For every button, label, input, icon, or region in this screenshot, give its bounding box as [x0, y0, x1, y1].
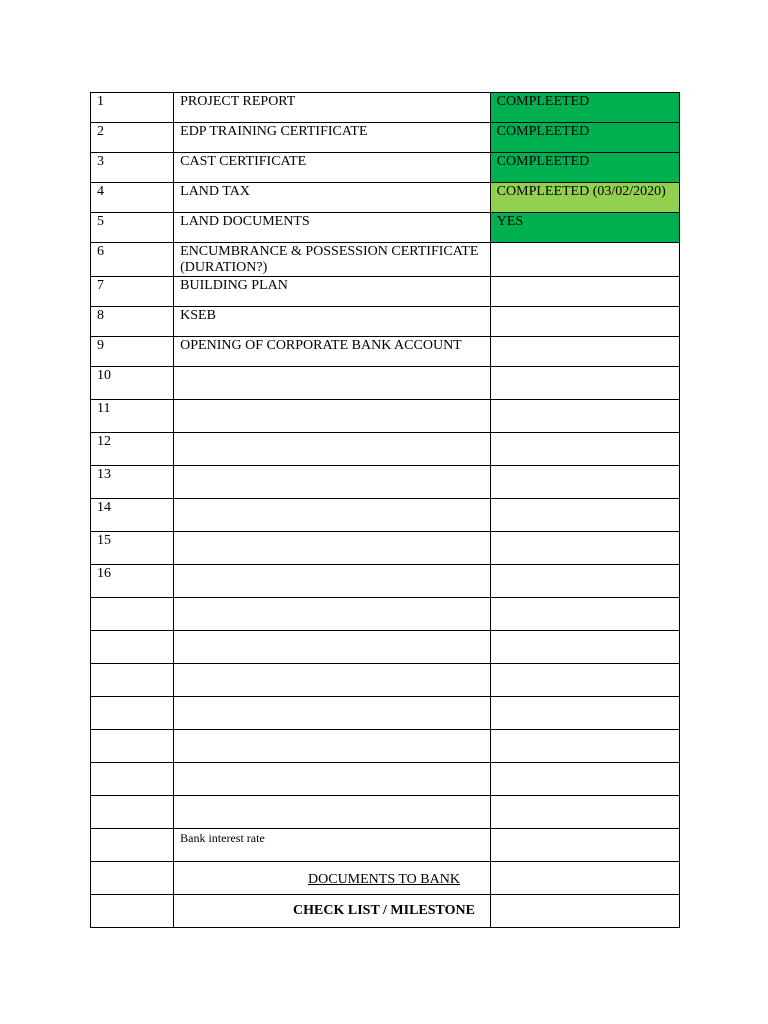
- checklist-milestone-caption: CHECK LIST / MILESTONE: [293, 903, 475, 918]
- document-item-cell: [174, 730, 491, 763]
- status-cell: [490, 796, 679, 829]
- table-row: [91, 664, 680, 697]
- document-item-cell: [174, 631, 491, 664]
- row-number-cell: 1: [91, 93, 174, 123]
- table-row: [91, 598, 680, 631]
- table-row: [91, 730, 680, 763]
- row-number-cell: [91, 598, 174, 631]
- row-number-cell: 5: [91, 213, 174, 243]
- row-number-cell: 3: [91, 153, 174, 183]
- document-item-cell: [174, 598, 491, 631]
- table-row: [91, 433, 680, 466]
- row-number-cell: [91, 697, 174, 730]
- row-number-cell: 11: [91, 400, 174, 433]
- status-cell: YES: [490, 213, 679, 243]
- documents-to-bank-caption: DOCUMENTS TO BANK: [308, 872, 460, 887]
- status-cell: [490, 829, 679, 862]
- document-item-cell: LAND TAX: [174, 183, 491, 213]
- document-item-cell: LAND DOCUMENTS: [174, 213, 491, 243]
- table-row: [91, 829, 680, 862]
- row-number-cell: 16: [91, 565, 174, 598]
- document-item-cell: PROJECT REPORT: [174, 93, 491, 123]
- document-item-cell: EDP TRAINING CERTIFICATE: [174, 123, 491, 153]
- table-row: [91, 277, 680, 307]
- status-cell: [490, 400, 679, 433]
- row-number-cell: 15: [91, 532, 174, 565]
- checklist-table: [90, 92, 680, 928]
- status-cell: COMPLEETED (03/02/2020): [490, 183, 679, 213]
- status-cell: COMPLEETED: [490, 93, 679, 123]
- status-cell: [490, 730, 679, 763]
- table-row: [91, 631, 680, 664]
- status-cell: [490, 466, 679, 499]
- document-item-cell: [174, 466, 491, 499]
- row-number-cell: 2: [91, 123, 174, 153]
- row-number-cell: 13: [91, 466, 174, 499]
- table-row: [91, 400, 680, 433]
- document-item-cell: OPENING OF CORPORATE BANK ACCOUNT: [174, 337, 491, 367]
- table-row: [91, 153, 680, 183]
- status-cell: [490, 243, 679, 277]
- status-cell: [490, 631, 679, 664]
- row-number-cell: 10: [91, 367, 174, 400]
- row-number-cell: [91, 763, 174, 796]
- document-item-cell: [174, 565, 491, 598]
- row-number-cell: 12: [91, 433, 174, 466]
- table-row: [91, 213, 680, 243]
- table-row: [91, 532, 680, 565]
- row-number-cell: 9: [91, 337, 174, 367]
- checklist-body: [91, 93, 680, 928]
- document-item-cell: [174, 697, 491, 730]
- document-item-cell: [174, 796, 491, 829]
- row-number-cell: [91, 631, 174, 664]
- document-item-cell: Bank interest rate: [174, 829, 491, 862]
- status-cell: [490, 307, 679, 337]
- status-cell: [490, 565, 679, 598]
- document-item-cell: [174, 763, 491, 796]
- table-row: [91, 763, 680, 796]
- table-row: [91, 367, 680, 400]
- status-cell: [490, 532, 679, 565]
- document-item-cell: KSEB: [174, 307, 491, 337]
- status-cell: [490, 763, 679, 796]
- document-item-cell: CAST CERTIFICATE: [174, 153, 491, 183]
- status-cell: COMPLEETED: [490, 123, 679, 153]
- document-item-cell: [174, 664, 491, 697]
- table-row: [91, 307, 680, 337]
- row-number-cell: 8: [91, 307, 174, 337]
- row-number-cell: 14: [91, 499, 174, 532]
- status-cell: [490, 277, 679, 307]
- document-item-cell: [174, 400, 491, 433]
- row-number-cell: 6: [91, 243, 174, 277]
- table-row: [91, 243, 680, 277]
- status-cell: [490, 664, 679, 697]
- table-row: [91, 499, 680, 532]
- status-cell: [490, 367, 679, 400]
- document-item-cell: ENCUMBRANCE & POSSESSION CERTIFICATE (DURATION?): [174, 243, 491, 277]
- table-row: [91, 697, 680, 730]
- row-number-cell: 7: [91, 277, 174, 307]
- table-row: [91, 466, 680, 499]
- document-item-cell: [174, 532, 491, 565]
- status-cell: [490, 433, 679, 466]
- row-number-cell: [91, 829, 174, 862]
- status-cell: [490, 499, 679, 532]
- document-item-cell: [174, 433, 491, 466]
- table-row: [91, 123, 680, 153]
- status-cell: [490, 598, 679, 631]
- document-item-cell: [174, 367, 491, 400]
- status-cell: [490, 337, 679, 367]
- document-item-cell: [174, 499, 491, 532]
- document-item-cell: BUILDING PLAN: [174, 277, 491, 307]
- table-row: [91, 565, 680, 598]
- table-row: [91, 93, 680, 123]
- status-cell: [490, 697, 679, 730]
- row-number-cell: [91, 730, 174, 763]
- row-number-cell: [91, 796, 174, 829]
- table-row: [91, 796, 680, 829]
- table-row: [91, 337, 680, 367]
- table-row: [91, 183, 680, 213]
- status-cell: COMPLEETED: [490, 153, 679, 183]
- row-number-cell: 4: [91, 183, 174, 213]
- row-number-cell: [91, 664, 174, 697]
